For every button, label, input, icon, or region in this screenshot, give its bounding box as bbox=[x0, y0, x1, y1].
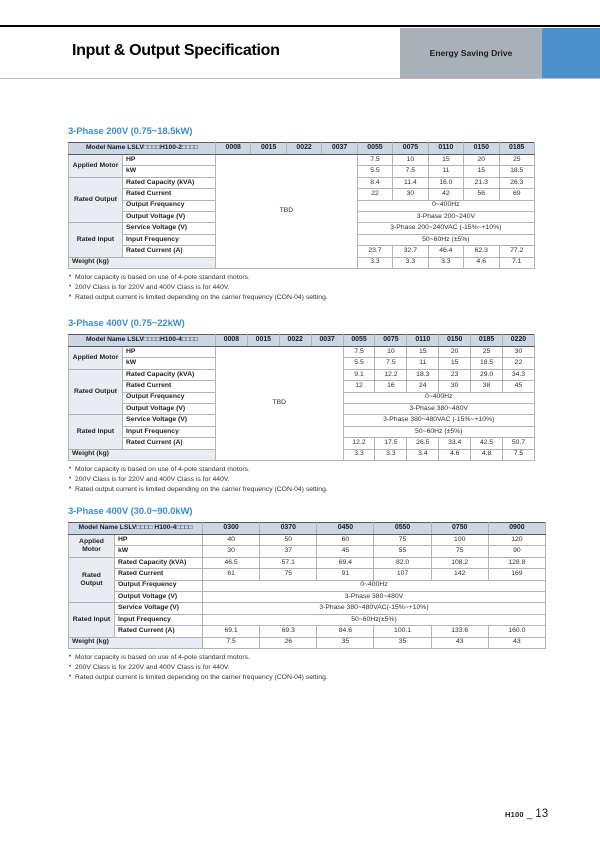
value-cell: 57.1 bbox=[260, 557, 317, 568]
row-label-cell: Rated Current (A) bbox=[115, 626, 203, 637]
row-label-cell: Output Frequency bbox=[115, 580, 203, 591]
value-cell: 12.2 bbox=[343, 438, 375, 449]
column-header-cell: 0900 bbox=[488, 523, 545, 535]
value-cell: 25 bbox=[499, 155, 534, 166]
value-cell: 18.3 bbox=[407, 369, 439, 380]
value-cell: 11.4 bbox=[393, 177, 428, 188]
group-label-cell: Applied Motor bbox=[69, 155, 123, 178]
value-cell: 75 bbox=[374, 535, 431, 546]
value-cell: 40 bbox=[203, 535, 260, 546]
span-value-cell: 50~60Hz (±5%) bbox=[343, 426, 534, 437]
footnotes bbox=[68, 466, 535, 494]
value-cell: 21.3 bbox=[464, 177, 499, 188]
footnote-item: • Motor capacity is based on use of 4-pole standard motors. bbox=[68, 274, 535, 283]
column-header-cell: 0037 bbox=[322, 143, 357, 155]
table-row bbox=[69, 546, 546, 557]
column-header-cell: 0185 bbox=[471, 335, 503, 347]
group-label-cell: Rated Output bbox=[69, 177, 123, 223]
span-value-cell: 0~400Hz bbox=[343, 392, 534, 403]
value-cell: 4.6 bbox=[464, 257, 499, 268]
span-value-cell: 3-Phase 380~480VAC(-15%~+10%) bbox=[203, 603, 546, 614]
value-cell: 77.2 bbox=[499, 246, 534, 257]
value-cell: 23.7 bbox=[357, 246, 392, 257]
value-cell: 62.3 bbox=[464, 246, 499, 257]
value-cell: 15 bbox=[407, 347, 439, 358]
row-label-cell: kW bbox=[123, 358, 216, 369]
span-value-cell: 3-Phase 200~240V bbox=[357, 211, 534, 222]
value-cell: 26 bbox=[260, 637, 317, 648]
value-cell: 29.0 bbox=[471, 369, 503, 380]
column-header-cell: 0008 bbox=[216, 335, 248, 347]
value-cell: 169 bbox=[488, 569, 545, 580]
row-label-cell: Rated Capacity (kVA) bbox=[123, 177, 216, 188]
footnote-item: • Motor capacity is based on use of 4-pole standard motors. bbox=[68, 466, 535, 475]
column-header-cell: 0110 bbox=[407, 335, 439, 347]
column-header-cell: 0220 bbox=[503, 335, 535, 347]
value-cell: 45 bbox=[317, 546, 374, 557]
group-label-cell: Applied Motor bbox=[69, 347, 123, 370]
value-cell: 30 bbox=[393, 189, 428, 200]
group-label-cell: Rated Output bbox=[69, 557, 115, 603]
table-row bbox=[69, 626, 546, 637]
row-label-cell: Input Frequency bbox=[123, 234, 216, 245]
value-cell: 20 bbox=[464, 155, 499, 166]
column-header-cell: 0022 bbox=[286, 143, 321, 155]
value-cell: 5.5 bbox=[357, 166, 392, 177]
span-value-cell: 3-Phase 380~480V bbox=[343, 403, 534, 414]
value-cell: 15 bbox=[428, 155, 463, 166]
section-title: 3-Phase 200V (0.75~18.5kW) bbox=[68, 126, 193, 137]
value-cell: 10 bbox=[393, 155, 428, 166]
value-cell: 43 bbox=[488, 637, 545, 648]
value-cell: 7.5 bbox=[393, 166, 428, 177]
value-cell: 35 bbox=[374, 637, 431, 648]
footnote-item: • Motor capacity is based on use of 4-pole standard motors. bbox=[68, 654, 546, 663]
model-name-cell: Model Name LSLV□□□□ H100-4□□□□ bbox=[69, 523, 203, 535]
model-name-cell: Model Name LSLV□□□□H100-2□□□□ bbox=[69, 143, 216, 155]
column-header-cell: 0037 bbox=[311, 335, 343, 347]
value-cell: 7.5 bbox=[343, 347, 375, 358]
column-header-cell: 0150 bbox=[439, 335, 471, 347]
value-cell: 69.1 bbox=[203, 626, 260, 637]
column-header-cell: 0015 bbox=[251, 143, 286, 155]
value-cell: 12 bbox=[343, 381, 375, 392]
row-label-cell: Input Frequency bbox=[115, 614, 203, 625]
value-cell: 5.5 bbox=[343, 358, 375, 369]
header-separator-rule bbox=[0, 78, 600, 79]
value-cell: 7.5 bbox=[357, 155, 392, 166]
table-row bbox=[69, 580, 546, 591]
value-cell: 45 bbox=[503, 381, 535, 392]
section-title: 3-Phase 400V (30.0~90.0kW) bbox=[68, 506, 193, 517]
value-cell: 3.3 bbox=[375, 449, 407, 460]
group-label-cell: Rated Output bbox=[69, 369, 123, 415]
value-cell: 9.1 bbox=[343, 369, 375, 380]
row-label-cell: Output Voltage (V) bbox=[123, 211, 216, 222]
column-header-cell: 0075 bbox=[393, 143, 428, 155]
value-cell: 16.0 bbox=[428, 177, 463, 188]
table-row bbox=[69, 347, 535, 358]
value-cell: 120 bbox=[488, 535, 545, 546]
value-cell: 10 bbox=[375, 347, 407, 358]
column-header-cell: 0055 bbox=[357, 143, 392, 155]
value-cell: 50.7 bbox=[503, 438, 535, 449]
value-cell: 37 bbox=[260, 546, 317, 557]
value-cell: 50 bbox=[260, 535, 317, 546]
footnote-item: • 200V Class is for 220V and 400V Class is for 440V. bbox=[68, 664, 546, 673]
row-label-cell: Rated Current bbox=[115, 569, 203, 580]
footer-page-number: 13 bbox=[535, 808, 549, 820]
weight-label-cell: Weight (kg) bbox=[69, 257, 216, 268]
row-label-cell: HP bbox=[123, 347, 216, 358]
value-cell: 4.8 bbox=[471, 449, 503, 460]
value-cell: 24 bbox=[407, 381, 439, 392]
value-cell: 25 bbox=[471, 347, 503, 358]
value-cell: 22 bbox=[357, 189, 392, 200]
value-cell: 11 bbox=[428, 166, 463, 177]
value-cell: 7.1 bbox=[499, 257, 534, 268]
value-cell: 69.4 bbox=[317, 557, 374, 568]
span-value-cell: 3-Phase 380~480VAC (-15%~+10%) bbox=[343, 415, 534, 426]
span-value-cell: 50~60Hz(±5%) bbox=[203, 614, 546, 625]
value-cell: 8.4 bbox=[357, 177, 392, 188]
value-cell: 82.0 bbox=[374, 557, 431, 568]
value-cell: 16 bbox=[375, 381, 407, 392]
row-label-cell: Input Frequency bbox=[123, 426, 216, 437]
spec-table bbox=[68, 334, 535, 461]
row-label-cell: Rated Capacity (kVA) bbox=[115, 557, 203, 568]
footnotes bbox=[68, 654, 546, 682]
value-cell: 46.5 bbox=[203, 557, 260, 568]
row-label-cell: Rated Current bbox=[123, 189, 216, 200]
row-label-cell: kW bbox=[115, 546, 203, 557]
table-row bbox=[69, 535, 546, 546]
value-cell: 60 bbox=[317, 535, 374, 546]
span-value-cell: 3-Phase 200~240VAC (-15%~+10%) bbox=[357, 223, 534, 234]
spec-table bbox=[68, 142, 535, 269]
footnote-item: • 200V Class is for 220V and 400V Class is for 440V. bbox=[68, 284, 535, 293]
table-row bbox=[69, 614, 546, 625]
table-row bbox=[69, 557, 546, 568]
value-cell: 128.8 bbox=[488, 557, 545, 568]
span-value-cell: 50~60Hz (±5%) bbox=[357, 234, 534, 245]
value-cell: 3.3 bbox=[428, 257, 463, 268]
table-row bbox=[69, 603, 546, 614]
value-cell: 100 bbox=[431, 535, 488, 546]
footnote-item: • Rated output current is limited depending on the carrier frequency (CON-04) setting. bbox=[68, 486, 535, 495]
group-label-cell: Rated Input bbox=[69, 603, 115, 637]
value-cell: 4.6 bbox=[439, 449, 471, 460]
footnote-item: • Rated output current is limited depending on the carrier frequency (CON-04) setting. bbox=[68, 294, 535, 303]
value-cell: 108.2 bbox=[431, 557, 488, 568]
value-cell: 84.6 bbox=[317, 626, 374, 637]
value-cell: 38 bbox=[471, 381, 503, 392]
page-footer bbox=[505, 808, 548, 820]
value-cell: 15 bbox=[464, 166, 499, 177]
category-badge: Energy Saving Drive bbox=[400, 28, 542, 78]
footnote-item: • Rated output current is limited depending on the carrier frequency (CON-04) setting. bbox=[68, 674, 546, 683]
value-cell: 3.3 bbox=[393, 257, 428, 268]
column-header-cell: 0022 bbox=[279, 335, 311, 347]
value-cell: 12.2 bbox=[375, 369, 407, 380]
group-label-cell: Rated Input bbox=[69, 223, 123, 257]
value-cell: 20 bbox=[439, 347, 471, 358]
header-top-rule bbox=[0, 25, 600, 27]
group-label-cell: Rated Input bbox=[69, 415, 123, 449]
value-cell: 75 bbox=[431, 546, 488, 557]
value-cell: 42 bbox=[428, 189, 463, 200]
column-header-cell: 0450 bbox=[317, 523, 374, 535]
tbd-cell: TBD bbox=[216, 347, 344, 461]
column-header-cell: 0110 bbox=[428, 143, 463, 155]
row-label-cell: kW bbox=[123, 166, 216, 177]
value-cell: 18.5 bbox=[471, 358, 503, 369]
value-cell: 160.0 bbox=[488, 626, 545, 637]
weight-label-cell: Weight (kg) bbox=[69, 637, 203, 648]
row-label-cell: Rated Current (A) bbox=[123, 246, 216, 257]
column-header-cell: 0370 bbox=[260, 523, 317, 535]
weight-label-cell: Weight (kg) bbox=[69, 449, 216, 460]
tbd-cell: TBD bbox=[216, 155, 358, 269]
value-cell: 18.5 bbox=[499, 166, 534, 177]
table-row bbox=[69, 155, 535, 166]
row-label-cell: Output Voltage (V) bbox=[115, 591, 203, 602]
value-cell: 15 bbox=[439, 358, 471, 369]
row-label-cell: Output Frequency bbox=[123, 392, 216, 403]
row-label-cell: Service Voltage (V) bbox=[123, 415, 216, 426]
value-cell: 23 bbox=[439, 369, 471, 380]
footnotes bbox=[68, 274, 535, 302]
row-label-cell: Rated Current (A) bbox=[123, 438, 216, 449]
page-title: Input & Output Specification bbox=[72, 42, 280, 59]
value-cell: 56 bbox=[464, 189, 499, 200]
column-header-cell: 0055 bbox=[343, 335, 375, 347]
value-cell: 7.5 bbox=[375, 358, 407, 369]
value-cell: 22 bbox=[503, 358, 535, 369]
weight-row bbox=[69, 637, 546, 648]
value-cell: 17.5 bbox=[375, 438, 407, 449]
value-cell: 75 bbox=[260, 569, 317, 580]
row-label-cell: Service Voltage (V) bbox=[115, 603, 203, 614]
span-value-cell: 0~400Hz bbox=[357, 200, 534, 211]
value-cell: 30 bbox=[503, 347, 535, 358]
column-header-cell: 0075 bbox=[375, 335, 407, 347]
value-cell: 26.5 bbox=[407, 438, 439, 449]
value-cell: 30 bbox=[439, 381, 471, 392]
column-header-cell: 0750 bbox=[431, 523, 488, 535]
row-label-cell: Output Voltage (V) bbox=[123, 403, 216, 414]
row-label-cell: Output Frequency bbox=[123, 200, 216, 211]
column-header-cell: 0150 bbox=[464, 143, 499, 155]
spec-table bbox=[68, 522, 546, 649]
value-cell: 3.4 bbox=[407, 449, 439, 460]
value-cell: 46.4 bbox=[428, 246, 463, 257]
value-cell: 33.4 bbox=[439, 438, 471, 449]
value-cell: 90 bbox=[488, 546, 545, 557]
row-label-cell: HP bbox=[115, 535, 203, 546]
table-header-row bbox=[69, 143, 535, 155]
footnote-item: • 200V Class is for 220V and 400V Class is for 440V. bbox=[68, 476, 535, 485]
column-header-cell: 0300 bbox=[203, 523, 260, 535]
spec-section bbox=[68, 506, 546, 683]
row-label-cell: Rated Capacity (kVA) bbox=[123, 369, 216, 380]
value-cell: 11 bbox=[407, 358, 439, 369]
value-cell: 32.7 bbox=[393, 246, 428, 257]
column-header-cell: 0008 bbox=[216, 143, 251, 155]
value-cell: 3.3 bbox=[357, 257, 392, 268]
table-row bbox=[69, 569, 546, 580]
value-cell: 3.3 bbox=[343, 449, 375, 460]
table-header-row bbox=[69, 335, 535, 347]
value-cell: 100.1 bbox=[374, 626, 431, 637]
column-header-cell: 0015 bbox=[247, 335, 279, 347]
table-row bbox=[69, 591, 546, 602]
value-cell: 7.5 bbox=[503, 449, 535, 460]
value-cell: 7.5 bbox=[203, 637, 260, 648]
column-header-cell: 0185 bbox=[499, 143, 534, 155]
value-cell: 69.3 bbox=[260, 626, 317, 637]
value-cell: 61 bbox=[203, 569, 260, 580]
span-value-cell: 0~400Hz bbox=[203, 580, 546, 591]
row-label-cell: Rated Current bbox=[123, 381, 216, 392]
value-cell: 55 bbox=[374, 546, 431, 557]
value-cell: 30 bbox=[203, 546, 260, 557]
value-cell: 133.6 bbox=[431, 626, 488, 637]
spec-section bbox=[68, 126, 535, 303]
row-label-cell: HP bbox=[123, 155, 216, 166]
model-name-cell: Model Name LSLV□□□□H100-4□□□□ bbox=[69, 335, 216, 347]
table-header-row bbox=[69, 523, 546, 535]
value-cell: 42.5 bbox=[471, 438, 503, 449]
value-cell: 35 bbox=[317, 637, 374, 648]
value-cell: 142 bbox=[431, 569, 488, 580]
value-cell: 34.3 bbox=[503, 369, 535, 380]
spec-section bbox=[68, 318, 535, 495]
value-cell: 69 bbox=[499, 189, 534, 200]
value-cell: 107 bbox=[374, 569, 431, 580]
value-cell: 91 bbox=[317, 569, 374, 580]
footer-separator: _ bbox=[526, 809, 533, 820]
row-label-cell: Service Voltage (V) bbox=[123, 223, 216, 234]
accent-block bbox=[542, 28, 600, 78]
span-value-cell: 3-Phase 380~480V bbox=[203, 591, 546, 602]
footer-model-name: H100 bbox=[505, 810, 524, 819]
value-cell: 43 bbox=[431, 637, 488, 648]
group-label-cell: Applied Motor bbox=[69, 535, 115, 558]
section-title: 3-Phase 400V (0.75~22kW) bbox=[68, 318, 185, 329]
column-header-cell: 0550 bbox=[374, 523, 431, 535]
value-cell: 26.3 bbox=[499, 177, 534, 188]
